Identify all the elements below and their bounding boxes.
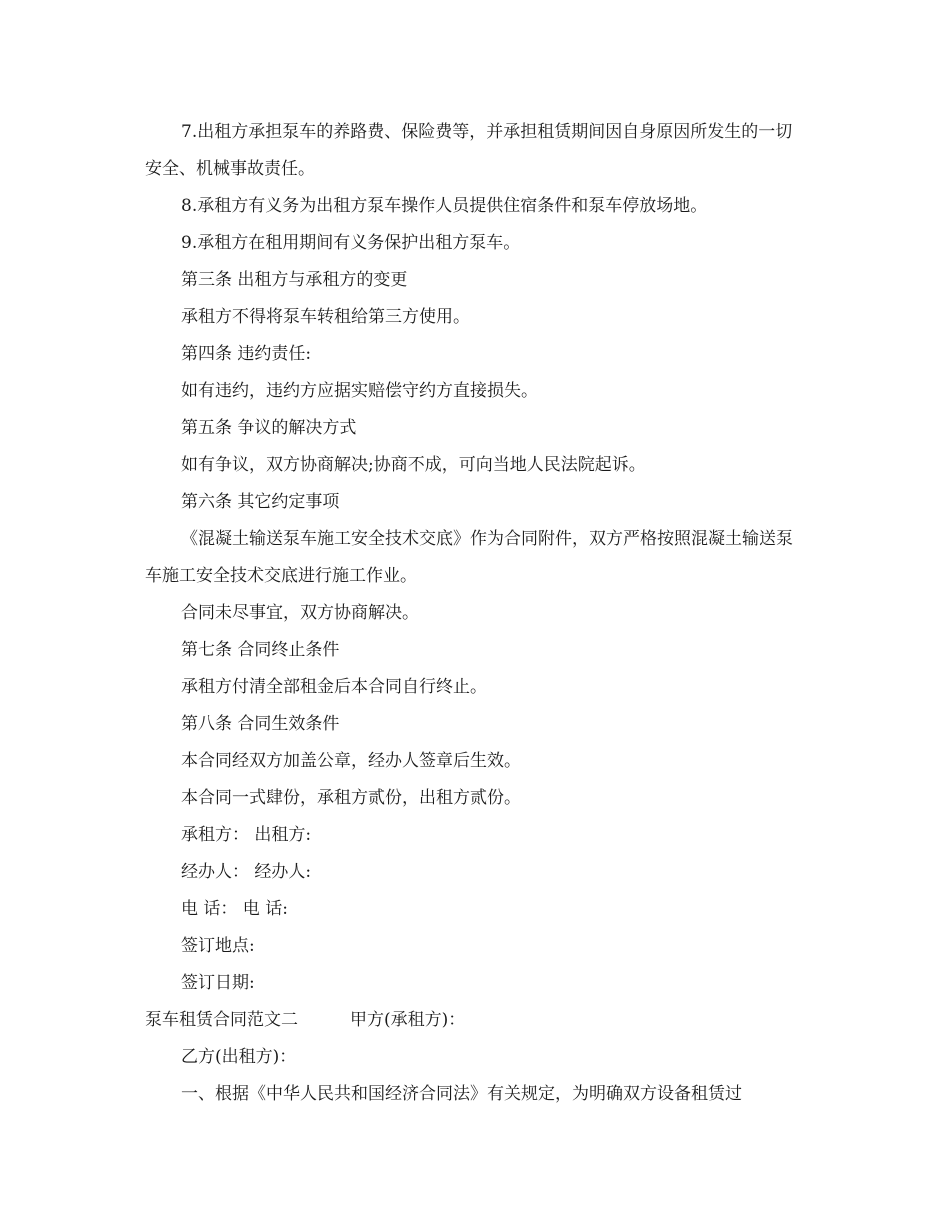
sample-2-heading-line	[145, 1002, 805, 1039]
article-3-body: 承租方不得将泵车转租给第三方使用。	[181, 307, 470, 327]
article-6-body-2: 合同未尽事宜，双方协商解决。	[181, 603, 419, 623]
article-8-title: 第八条 合同生效条件	[181, 714, 340, 734]
clause-item-9: 9.承租方在租用期间有义务保护出租方泵车。	[181, 233, 521, 253]
clause-item-8: 8.承租方有义务为出租方泵车操作人员提供住宿条件和泵车停放场地。	[181, 196, 708, 216]
party-a-label: 甲方(承租方)：	[350, 1010, 466, 1030]
article-8-body-2: 本合同一式肆份，承租方贰份，出租方贰份。	[181, 788, 521, 808]
article-3-title: 第三条 出租方与承租方的变更	[181, 270, 408, 290]
clause-1-start: 一、根据《中华人民共和国经济合同法》有关规定，为明确双方设备租赁过	[181, 1084, 742, 1104]
article-6-body-1: 《混凝土输送泵车施工安全技术交底》作为合同附件，双方严格按照混凝土输送泵车施工安全技术交底进行施工作业。	[145, 529, 793, 586]
article-6-title: 第六条 其它约定事项	[181, 492, 340, 512]
article-4-body: 如有违约，违约方应据实赔偿守约方直接损失。	[181, 381, 538, 401]
sample-2-title: 泵车租赁合同范文二	[145, 1010, 298, 1030]
signature-date: 签订日期:	[181, 973, 255, 993]
article-7-title: 第七条 合同终止条件	[181, 640, 340, 660]
signature-place: 签订地点:	[181, 936, 255, 956]
signature-agents: 经办人： 经办人:	[181, 862, 312, 882]
article-4-title: 第四条 违约责任:	[181, 344, 312, 364]
article-5-body: 如有争议，双方协商解决;协商不成，可向当地人民法院起诉。	[181, 455, 646, 475]
article-7-body: 承租方付清全部租金后本合同自行终止。	[181, 677, 487, 697]
article-5-title: 第五条 争议的解决方式	[181, 418, 357, 438]
signature-parties: 承租方： 出租方:	[181, 825, 312, 845]
document-body	[145, 114, 805, 1113]
party-b-label: 乙方(出租方)：	[181, 1047, 297, 1067]
signature-phones: 电 话： 电 话:	[181, 899, 288, 919]
article-8-body-1: 本合同经双方加盖公章，经办人签章后生效。	[181, 751, 521, 771]
clause-item-7: 7.出租方承担泵车的养路费、保险费等，并承担租赁期间因自身原因所发生的一切安全、机械事故责任。	[145, 122, 793, 179]
